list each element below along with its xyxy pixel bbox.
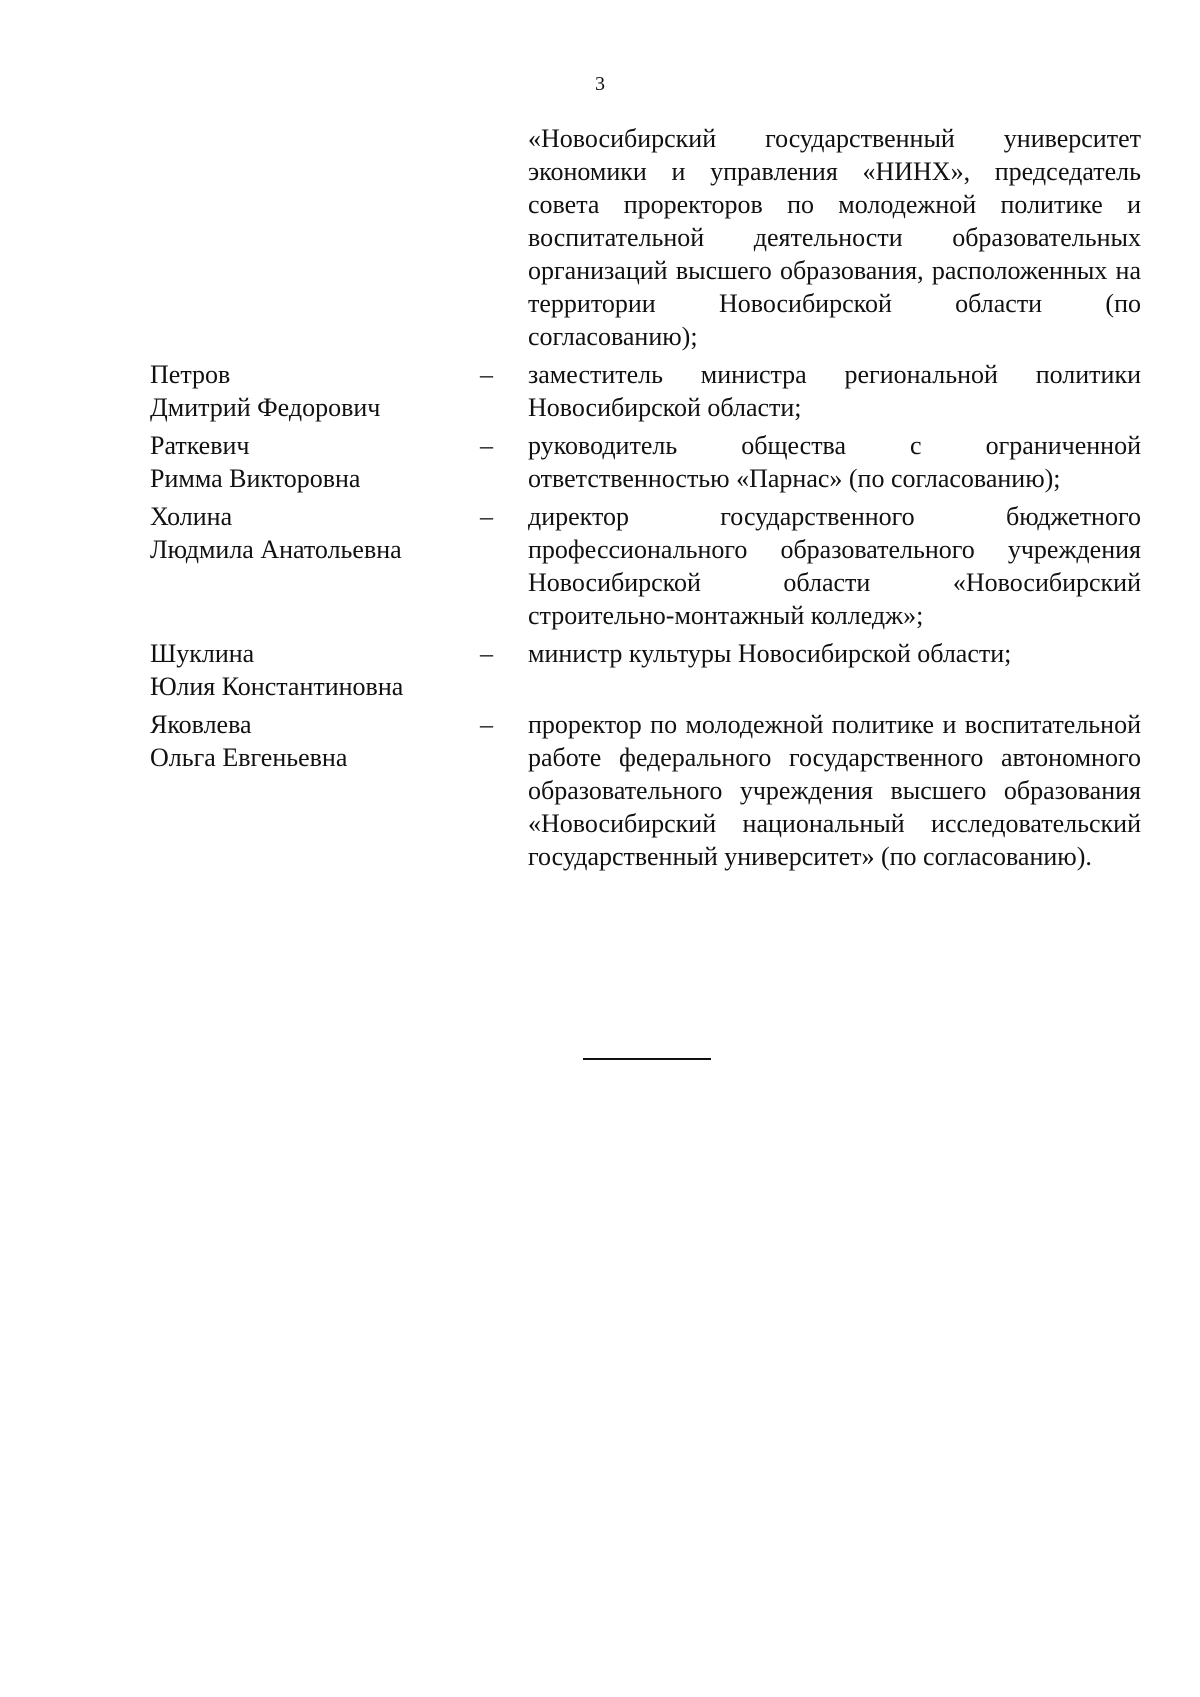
page-number: 3	[595, 73, 605, 95]
dash-separator: –	[480, 639, 493, 668]
member-position: министр культуры Новосибирской области;	[528, 639, 1012, 668]
continuation-text: «Новосибирский государственный университет экономики и управления «НИНХ», председатель совета проректоров по молодежной политике и воспитательной деятельности образовательных организаций высшего образования, расположенных на территории Новосибирской области (по согласованию);	[528, 124, 1141, 351]
member-surname: Петров	[150, 360, 231, 389]
member-name	[150, 358, 480, 424]
member-surname: Раткевич	[150, 431, 250, 460]
dash-separator: –	[480, 360, 493, 389]
member-position: директор государственного бюджетного профессионального образовательного учреждения Новосибирской области «Новосибирский строительно-монтажный колледж»;	[528, 502, 1141, 630]
member-surname: Яковлева	[150, 710, 252, 739]
dash-separator: –	[480, 431, 493, 460]
dash-separator: –	[480, 710, 493, 739]
member-surname: Холина	[150, 502, 233, 531]
member-name	[150, 429, 480, 495]
end-separator-line	[583, 1058, 711, 1060]
member-name	[150, 500, 480, 566]
member-position: заместитель министра региональной политики Новосибирской области;	[528, 360, 1141, 422]
member-name	[150, 708, 480, 774]
dash-separator: –	[480, 502, 493, 531]
commission-member-list	[150, 122, 1146, 878]
member-given-name: Римма Викторовна	[150, 464, 361, 493]
member-given-name: Ольга Евгеньевна	[150, 743, 348, 772]
member-surname: Шуклина	[150, 639, 255, 668]
member-entry-shuklina	[150, 637, 1146, 703]
member-given-name: Юлия Константиновна	[150, 672, 404, 701]
member-given-name: Людмила Анатольевна	[150, 535, 402, 564]
member-entry-kholina	[150, 500, 1146, 632]
member-name	[150, 637, 480, 703]
member-entry-ratkevich	[150, 429, 1146, 495]
member-entry-petrov	[150, 358, 1146, 424]
member-given-name: Дмитрий Федорович	[150, 393, 381, 422]
continuation-entry	[150, 122, 1146, 353]
member-position: проректор по молодежной политике и воспитательной работе федерального государственного автономного образовательного учреждения высшего образования «Новосибирский национальный исследовательский государственный университет» (по согласованию).	[528, 710, 1141, 871]
member-position: руководитель общества с ограниченной ответственностью «Парнас» (по согласованию);	[528, 431, 1141, 493]
member-entry-yakovleva	[150, 708, 1146, 873]
